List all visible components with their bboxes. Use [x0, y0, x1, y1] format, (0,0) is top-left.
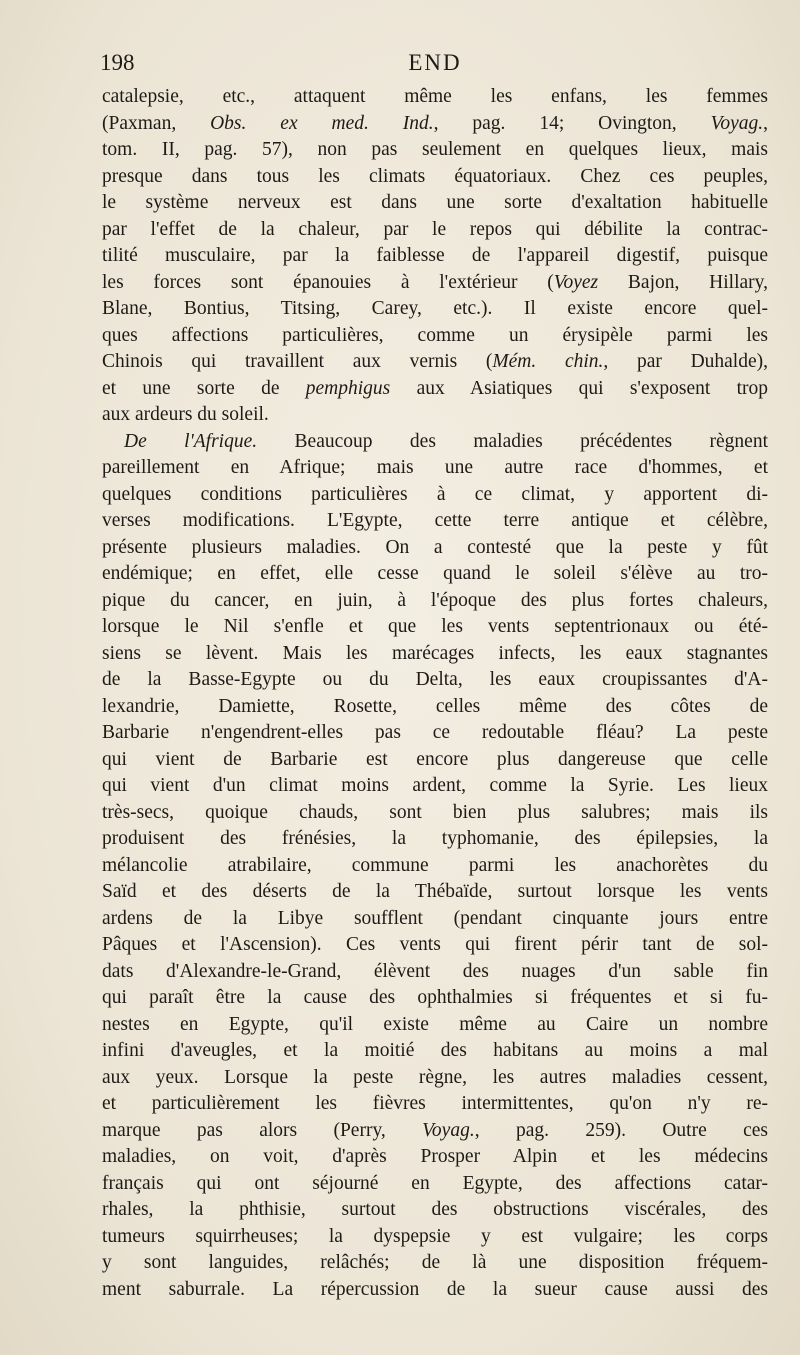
- text-line: Blane, Bontius, Titsing, Carey, etc.). Il existe encore quel-: [102, 298, 768, 319]
- text-line: qui vient d'un climat moins ardent, comme la Syrie. Les lieux: [102, 775, 768, 796]
- page-number: 198: [100, 50, 135, 75]
- text-line: lexandrie, Damiette, Rosette, celles même des côtes de: [102, 695, 768, 717]
- text-line: produisent des frénésies, la typhomanie, des épilepsies, la: [102, 828, 768, 849]
- text-line: par l'effet de la chaleur, par le repos qui débilite la contrac-: [102, 218, 768, 240]
- text-line: aux yeux. Lorsque la peste règne, les autres maladies cessent,: [102, 1066, 768, 1088]
- text-line: y sont languides, relâchés; de là une disposition fréquem-: [102, 1252, 768, 1273]
- text-line: le système nerveux est dans une sorte d'exaltation habituelle: [102, 192, 768, 213]
- text-line: rhales, la phthisie, surtout des obstructions viscérales, des: [102, 1199, 768, 1220]
- body-text: [102, 84, 768, 1303]
- text-line: pareillement en Afrique; mais une autre race d'hommes, et: [102, 457, 768, 478]
- text-line: et particulièrement les fièvres intermittentes, qu'on n'y re-: [102, 1093, 768, 1114]
- paragraph-start-line: De l'Afrique. Beaucoup des maladies précédentes règnent: [124, 430, 768, 452]
- text-line: de la Basse-Egypte ou du Delta, les eaux croupissantes d'A-: [102, 669, 768, 690]
- text-line: dats d'Alexandre-le-Grand, élèvent des nuages d'un sable fin: [102, 960, 768, 982]
- text-line: marque pas alors (Perry, Voyag., pag. 259). Outre ces: [102, 1119, 768, 1141]
- text-line: infini d'aveugles, et la moitié des habitans au moins a mal: [102, 1040, 768, 1061]
- text-line: verses modifications. L'Egypte, cette terre antique et célèbre,: [102, 510, 768, 531]
- text-line: siens se lèvent. Mais les marécages infects, les eaux stagnantes: [102, 642, 768, 664]
- text-line: mélancolie atrabilaire, commune parmi les anachorètes du: [102, 854, 768, 876]
- text-line: quelques conditions particulières à ce climat, y apportent di-: [102, 483, 768, 505]
- text-line: Barbarie n'engendrent-elles pas ce redoutable fléau? La peste: [102, 722, 768, 743]
- text-line: catalepsie, etc., attaquent même les enfans, les femmes: [102, 86, 768, 107]
- text-line: (Paxman, Obs. ex med. Ind., pag. 14; Ovington, Voyag.,: [102, 112, 768, 134]
- paragraph-end-line: aux ardeurs du soleil.: [102, 404, 269, 425]
- text-line: endémique; en effet, elle cesse quand le soleil s'élève au tro-: [102, 563, 768, 584]
- text-line: tilité musculaire, par la faiblesse de l'appareil digestif, puisque: [102, 245, 768, 266]
- text-line: Pâques et l'Ascension). Ces vents qui firent périr tant de sol-: [102, 934, 768, 955]
- text-line: ques affections particulières, comme un érysipèle parmi les: [102, 324, 768, 346]
- text-line: présente plusieurs maladies. On a contesté que la peste y fût: [102, 536, 768, 558]
- text-line: ment saburrale. La répercussion de la sueur cause aussi des: [102, 1278, 768, 1300]
- text-line: tom. II, pag. 57), non pas seulement en quelques lieux, mais: [102, 139, 768, 160]
- text-line: très-secs, quoique chauds, sont bien plus salubres; mais ils: [102, 801, 768, 823]
- text-line: nestes en Egypte, qu'il existe même au Caire un nombre: [102, 1013, 768, 1035]
- text-line: lorsque le Nil s'enfle et que les vents septentrionaux ou été-: [102, 616, 768, 637]
- text-line: les forces sont épanouies à l'extérieur (Voyez Bajon, Hillary,: [102, 271, 768, 293]
- text-line: ardens de la Libye soufflent (pendant cinquante jours entre: [102, 907, 768, 929]
- text-line: et une sorte de pemphigus aux Asiatiques qui s'exposent trop: [102, 377, 768, 399]
- text-line: français qui ont séjourné en Egypte, des affections catar-: [102, 1172, 768, 1194]
- text-line: qui vient de Barbarie est encore plus dangereuse que celle: [102, 748, 768, 770]
- text-line: presque dans tous les climats équatoriaux. Chez ces peuples,: [102, 165, 768, 187]
- text-line: tumeurs squirrheuses; la dyspepsie y est vulgaire; les corps: [102, 1225, 768, 1247]
- running-head: END: [408, 50, 462, 75]
- text-line: maladies, on voit, d'après Prosper Alpin et les médecins: [102, 1146, 768, 1167]
- text-line: pique du cancer, en juin, à l'époque des plus fortes chaleurs,: [102, 589, 768, 611]
- text-line: qui paraît être la cause des ophthalmies si fréquentes et si fu-: [102, 987, 768, 1008]
- page-header: [100, 50, 770, 82]
- text-line: Chinois qui travaillent aux vernis (Mém. chin., par Duhalde),: [102, 351, 768, 372]
- text-line: Saïd et des déserts de la Thébaïde, surtout lorsque les vents: [102, 881, 768, 902]
